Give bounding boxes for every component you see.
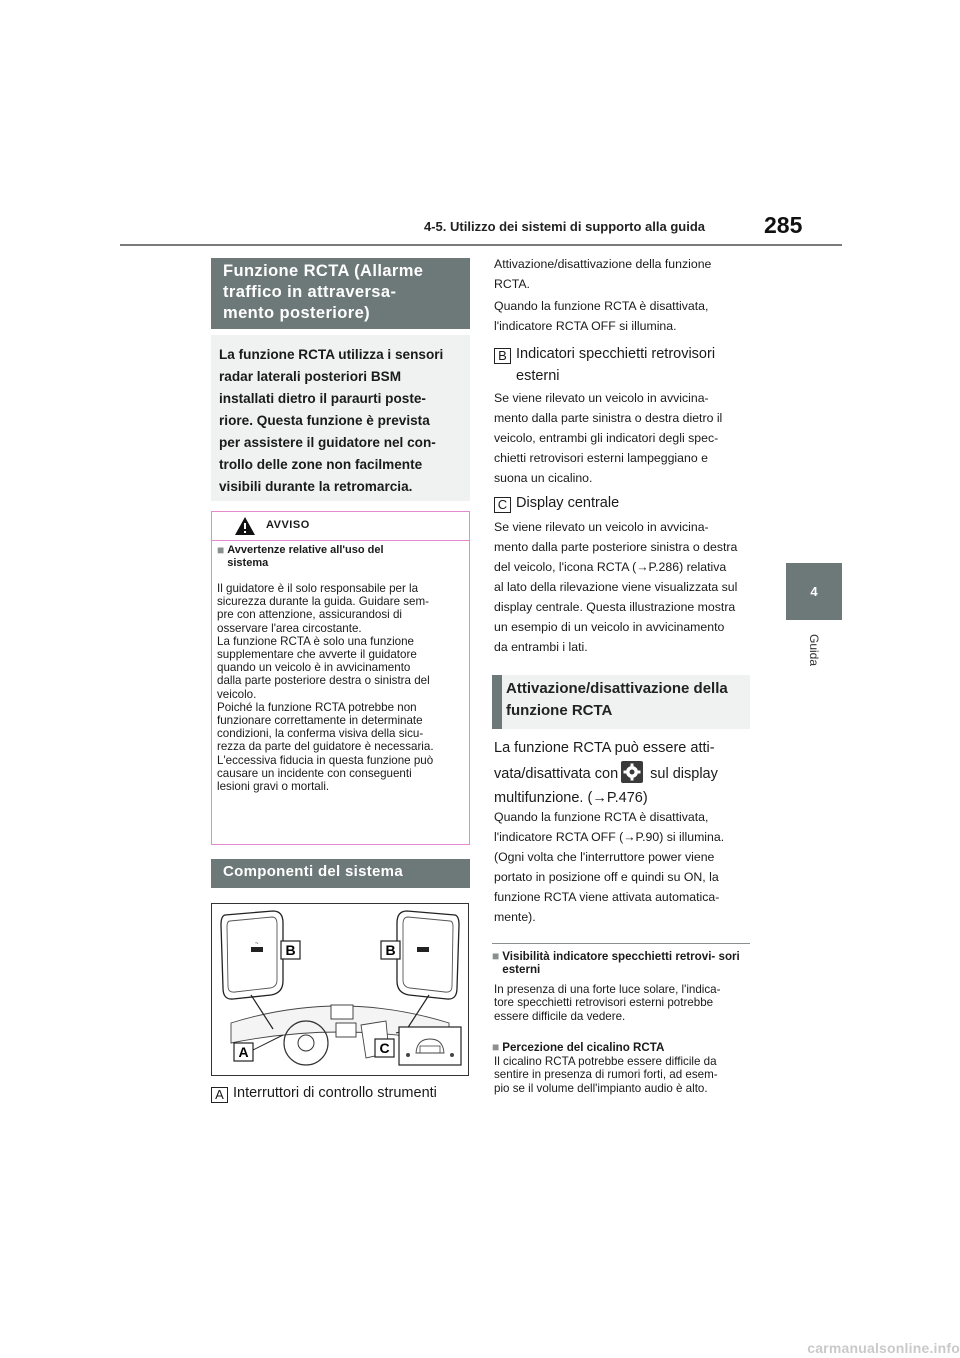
right-mirror-indicator-icon bbox=[417, 947, 429, 952]
square-bullet-icon: ■ bbox=[217, 543, 225, 557]
rcta-title-line: mento posteriore) bbox=[223, 304, 371, 322]
callout-c bbox=[375, 1039, 394, 1057]
notes-divider bbox=[492, 943, 750, 944]
watermark: carmanualsonline.info bbox=[807, 1340, 960, 1356]
callout-c-badge: C bbox=[494, 497, 511, 513]
square-bullet-icon: ■ bbox=[492, 1040, 500, 1054]
component-c-text: Display centrale bbox=[516, 495, 620, 511]
component-b-text-1: Indicatori specchietti retrovisori bbox=[516, 346, 716, 362]
toggle-intro-part-2: sul display multifunzione. (→P.476) bbox=[494, 765, 718, 806]
component-b-label bbox=[494, 343, 715, 387]
svg-text:~: ~ bbox=[255, 941, 259, 947]
page-number: 285 bbox=[764, 212, 803, 238]
note-2-title bbox=[492, 1041, 742, 1054]
note-2-body: Il cicalino RCTA potrebbe essere difficile da sentire in presenza di rumori forti, ad esem- pio se il volume dell'impianto audio è alto. bbox=[494, 1055, 718, 1095]
callout-b-right bbox=[381, 941, 400, 959]
chapter-tab[interactable]: 4 bbox=[786, 563, 842, 620]
component-a-label bbox=[211, 1085, 437, 1103]
callout-b-left-text: B bbox=[285, 942, 296, 958]
note-1-title-text: Visibilità indicatore specchietti retrovi- sori esterni bbox=[502, 950, 740, 976]
chapter-label bbox=[786, 630, 842, 670]
intro-line: installati dietro il paraurti poste- bbox=[219, 391, 426, 406]
toggle-intro bbox=[494, 736, 754, 811]
callout-a-badge: A bbox=[211, 1087, 228, 1103]
center-display-inset bbox=[396, 1027, 461, 1065]
toggle-title-line: Attivazione/disattivazione della bbox=[506, 680, 728, 697]
rcta-title-line: Funzione RCTA (Allarme bbox=[223, 262, 424, 280]
toggle-intro-part-1: La funzione RCTA può essere atti- vata/disattivata con bbox=[494, 740, 715, 782]
square-bullet-icon: ■ bbox=[492, 949, 500, 963]
component-b-desc: Se viene rilevato un veicolo in avvicina- mento dalla parte sinistra o destra dietro il veicolo, entrambi gli indicatori degli spec- chietti retrovisori esterni lampeggiano e suona un cicalino. bbox=[494, 391, 723, 485]
chapter-label-text: Guida bbox=[807, 633, 821, 667]
section-title: 4-5. Utilizzo dei sistemi di supporto alla guida bbox=[424, 219, 705, 234]
component-c-label bbox=[494, 495, 619, 513]
note-1-title bbox=[492, 950, 742, 976]
callout-b-badge: B bbox=[494, 348, 511, 364]
rcta-section-title bbox=[211, 258, 470, 329]
intro-line: visibili durante la retromarcia. bbox=[219, 479, 413, 494]
components-section-title: Componenti del sistema bbox=[211, 859, 470, 888]
toggle-title-line: funzione RCTA bbox=[506, 702, 613, 719]
warning-body: Il guidatore è il solo responsabile per la sicurezza durante la guida. Guidare sem- pre con attenzione, assicurandosi di osservare l'area circostante. La funzione RCTA è solo una funzione supplementare che avverte il guidatore quando un veicolo è in avvicinamento dalla parte posteriore destra o sinistra del veicolo. Poiché la funzione RCTA potrebbe non funzionare correttamente in determinate condizioni, la conferma visiva della sicu- rezza da parte del guidatore è necessaria. L'eccessiva fiducia in questa funzione può causare un incidente con conseguenti lesioni gravi o mortali. bbox=[217, 582, 434, 794]
warning-label: AVVISO bbox=[266, 519, 310, 531]
callout-b-right-text: B bbox=[385, 942, 396, 958]
note-2-title-text: Percezione del cicalino RCTA bbox=[502, 1041, 665, 1054]
intro-line: radar laterali posteriori BSM bbox=[219, 369, 402, 384]
warning-triangle-icon bbox=[234, 516, 256, 536]
warning-box bbox=[211, 511, 470, 845]
intro-line: trollo delle zone non facilmente bbox=[219, 457, 423, 472]
component-c-desc: Se viene rilevato un veicolo in avvicina- mento dalla parte posteriore sinistra o destra del veicolo, l'icona RCTA (→P.286) relativa al lato della rilevazione viene visualizzata sul display centrale. Questa illustrazione mostra un esempio di un veicolo in avvicinamento da entrambi i lati. bbox=[494, 520, 738, 654]
callout-b-left bbox=[281, 941, 300, 959]
rcta-intro bbox=[211, 335, 470, 501]
component-a-text: Interruttori di controllo strumenti bbox=[233, 1085, 437, 1101]
toggle-desc: Quando la funzione RCTA è disattivata, l'indicatore RCTA OFF (→P.90) si illumina. (Ogni volta che l'interruttore power viene portato in posizione off e quindi su ON, la funzione RCTA viene attivata automatica- mente). bbox=[494, 810, 725, 924]
toggle-section-title bbox=[492, 675, 750, 729]
intro-line: La funzione RCTA utilizza i sensori bbox=[219, 347, 444, 362]
note-1-body: In presenza di una forte luce solare, l'indica- tore specchietti retrovisori esterni potrebbe essere difficile da vedere. bbox=[494, 983, 721, 1023]
intro-line: riore. Questa funzione è prevista bbox=[219, 413, 430, 428]
gear-icon bbox=[621, 761, 643, 783]
header-rule bbox=[120, 244, 842, 246]
warning-header bbox=[212, 512, 469, 541]
component-a-desc-2: Quando la funzione RCTA è disattivata, l'indicatore RCTA OFF si illumina. bbox=[494, 299, 709, 333]
callout-c-text: C bbox=[379, 1040, 390, 1056]
component-b-text-2: esterni bbox=[516, 368, 560, 384]
warning-item-text: Avvertenze relative all'uso del sistema bbox=[227, 544, 384, 569]
callout-a-text: A bbox=[238, 1044, 249, 1060]
warning-item-title bbox=[217, 544, 427, 570]
intro-line: per assistere il guidatore nel con- bbox=[219, 435, 436, 450]
components-illustration bbox=[211, 903, 469, 1076]
component-a-desc: Attivazione/disattivazione della funzione RCTA. bbox=[494, 257, 712, 291]
rcta-title-line: traffico in attraversa- bbox=[223, 283, 397, 301]
